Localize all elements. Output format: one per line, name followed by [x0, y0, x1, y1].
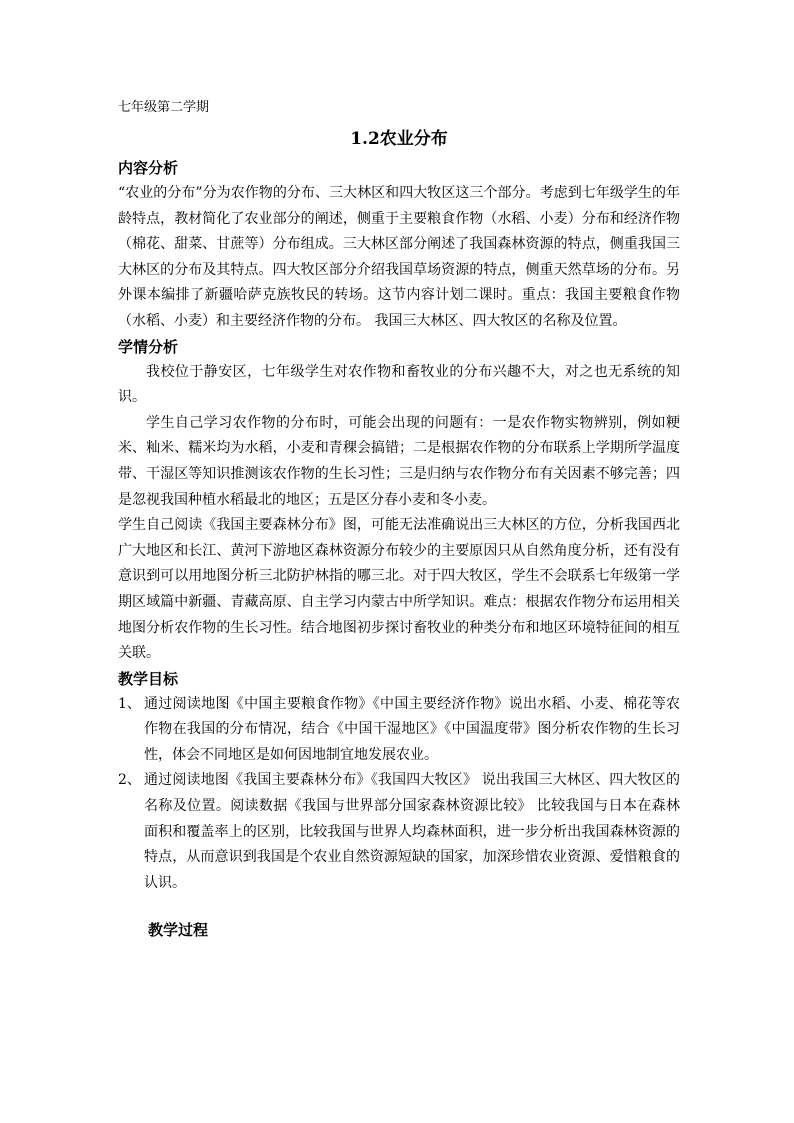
goal-text: 通过阅读地图《我国主要森林分布》《我国四大牧区》 说出我国三大林区、四大牧区的名称及位置。阅读数据《我国与世界部分国家森林资源比较》 比较我国与日本在森林面积和覆盖率上的区别，比较我国与世界人均森林面积，进一步分析出我国森林资源的特点，从而意识到我国是个农业自然资源短缺的国家，加深珍惜农业资源、爱惜粮食的认识。: [144, 772, 680, 891]
content-analysis-text: “农业的分布”分为农作物的分布、三大林区和四大牧区这三个部分。考虑到七年级学生的年龄特点，教材简化了农业部分的阐述，侧重于主要粮食作物（水稻、小麦）分布和经济作物（棉花、甜菜、甘蔗等）分布组成。三大林区部分阐述了我国森林资源的特点，侧重我国三大林区的分布及其特点。四大牧区部分介绍我国草场资源的特点，侧重天然草场的分布。另外课本编排了新疆哈萨克族牧民的转场。这节内容计划二课时。重点：我国主要粮食作物（水稻、小麦）和主要经济作物的分布。 我国三大林区、四大牧区的名称及位置。: [118, 185, 680, 329]
page-title: 1.2农业分布: [350, 129, 448, 149]
teaching-process-heading: 教学过程: [148, 921, 209, 940]
document-page: [118, 96, 680, 943]
grade-label: 七年级第二学期: [118, 100, 210, 115]
goal-text: 通过阅读地图《中国主要粮食作物》《中国主要经济作物》说出水稻、小麦、棉花等农作物在我国的分布情况，结合《中国干湿地区》《中国温度带》图分析农作物的生长习性，体会不同地区是如何因地制宜地发展农业。: [144, 695, 680, 763]
student-analysis-para-1: 我校位于静安区，七年级学生对农作物和畜牧业的分布兴趣不大，对之也无系统的知识。: [118, 363, 680, 406]
teaching-goals-heading: 教学目标: [118, 669, 179, 688]
student-analysis-para-2: 学生自己学习农作物的分布时，可能会出现的问题有：一是农作物实物辨别，例如粳米、籼米、糯米均为水稻，小麦和青稞会搞错；二是根据农作物的分布联系上学期所学温度带、干湿区等知识推测该农作物的生长习性；三是归纳与农作物分布有关因素不够完善；四是忽视我国种植水稻最北的地区；五是区分春小麦和冬小麦。: [118, 414, 680, 508]
teaching-goal-item: [118, 692, 680, 769]
goal-number: 1、: [118, 695, 141, 712]
content-analysis-heading: 内容分析: [118, 159, 179, 177]
goal-number: 2、: [118, 772, 141, 789]
student-analysis-para-3: 学生自己阅读《我国主要森林分布》图，可能无法准确说出三大林区的方位，分析我国西北广大地区和长江、黄河下游地区森林资源分布较少的主要原因只从自然角度分析，还有没有意识到可以用地图分析三北防护林指的哪三北。对于四大牧区，学生不会联系七年级第一学期区域篇中新疆、青藏高原、自主学习内蒙古中所学知识。难点：根据农作物分布运用相关地图分析农作物的生长习性。结合地图初步探讨畜牧业的种类分布和地区环境特征间的相互关联。: [118, 517, 680, 662]
student-analysis-heading: 学情分析: [118, 337, 179, 356]
teaching-goal-item: [118, 768, 680, 896]
